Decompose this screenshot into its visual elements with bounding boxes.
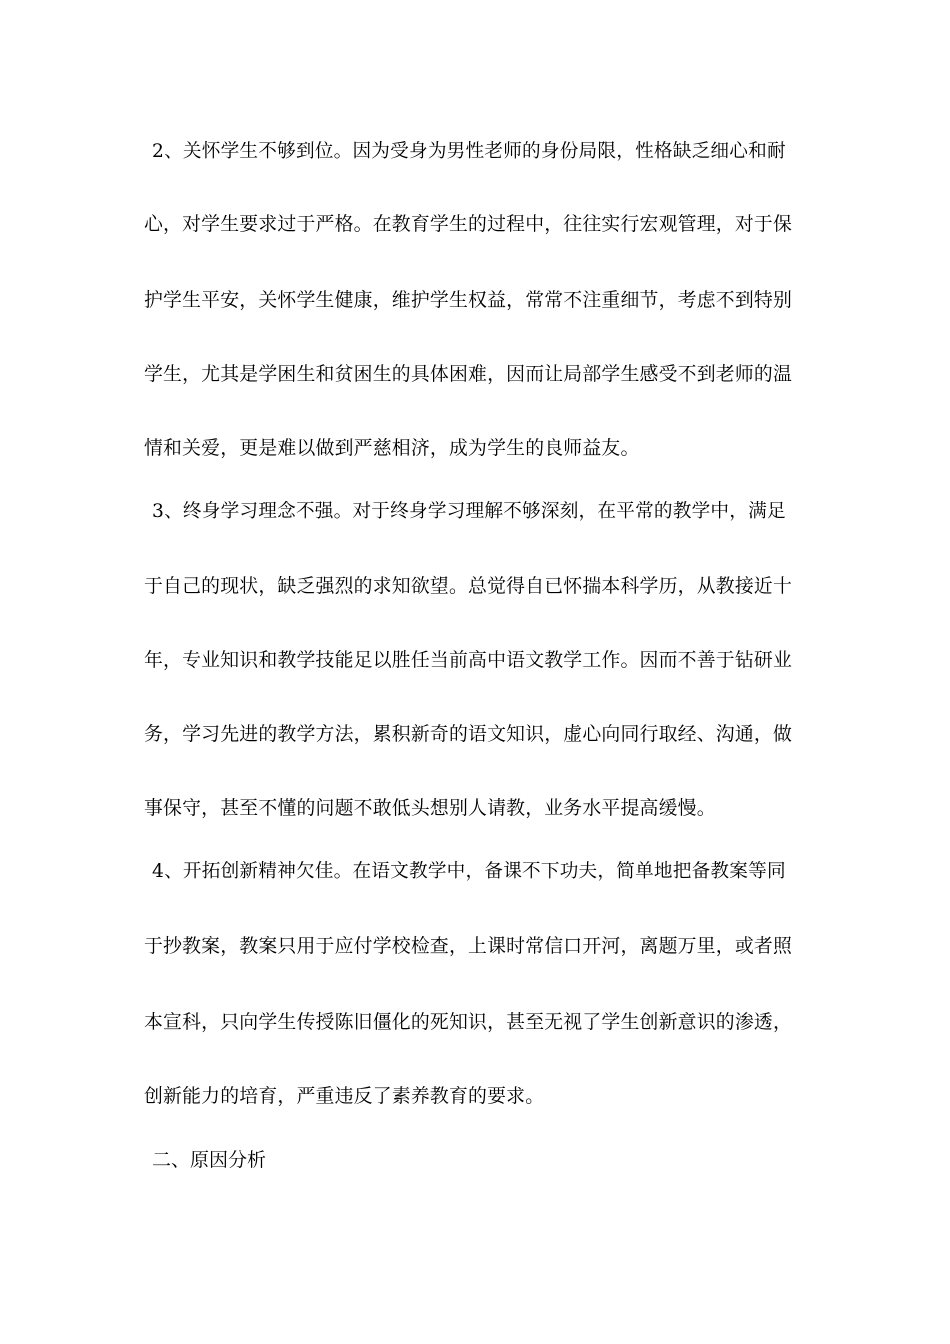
paragraph-2-number: 2 <box>152 141 165 162</box>
paragraph-3-line-5: 事保守，甚至不懂的问题不敢低头想别人请教，业务水平提高缓慢。 <box>144 797 716 819</box>
paragraph-4-line-4: 创新能力的培育，严重违反了素养教育的要求。 <box>144 1085 545 1107</box>
paragraph-4-line-1: 4、开拓创新精神欠佳。在语文教学中，备课不下功夫，简单地把备教案等同 <box>152 861 786 882</box>
paragraph-4-number: 4 <box>152 861 165 882</box>
paragraph-3-line-4: 务，学习先进的教学方法，累积新奇的语文知识，虚心向同行取经、沟通，做 <box>144 723 793 745</box>
paragraph-4-line-2: 于抄教案，教案只用于应付学校检查，上课时常信口开河，离题万里，或者照 <box>144 935 793 957</box>
section-heading: 二、原因分析 <box>152 1149 267 1171</box>
paragraph-2-line-5: 情和关爱，更是难以做到严慈相济，成为学生的良师益友。 <box>144 437 640 459</box>
paragraph-4-line-3: 本宣科，只向学生传授陈旧僵化的死知识，甚至无视了学生创新意识的渗透， <box>144 1011 793 1033</box>
paragraph-3-number: 3 <box>152 501 165 522</box>
paragraph-2-line-4: 学生，尤其是学困生和贫困生的具体困难，因而让局部学生感受不到老师的温 <box>144 363 793 385</box>
paragraph-3-line-1: 3、终身学习理念不强。对于终身学习理解不够深刻，在平常的教学中，满足 <box>152 501 786 522</box>
paragraph-2-line-3: 护学生平安，关怀学生健康，维护学生权益，常常不注重细节，考虑不到特别 <box>144 289 793 311</box>
paragraph-3-line-2: 于自己的现状，缺乏强烈的求知欲望。总觉得自已怀揣本科学历，从教接近十 <box>144 575 793 597</box>
paragraph-2-line-2: 心，对学生要求过于严格。在教育学生的过程中，往往实行宏观管理，对于保 <box>144 213 793 235</box>
paragraph-2-line-1: 2、关怀学生不够到位。因为受身为男性老师的身份局限，性格缺乏细心和耐 <box>152 141 786 162</box>
paragraph-3-line-3: 年，专业知识和教学技能足以胜任当前高中语文教学工作。因而不善于钻研业 <box>144 649 793 671</box>
